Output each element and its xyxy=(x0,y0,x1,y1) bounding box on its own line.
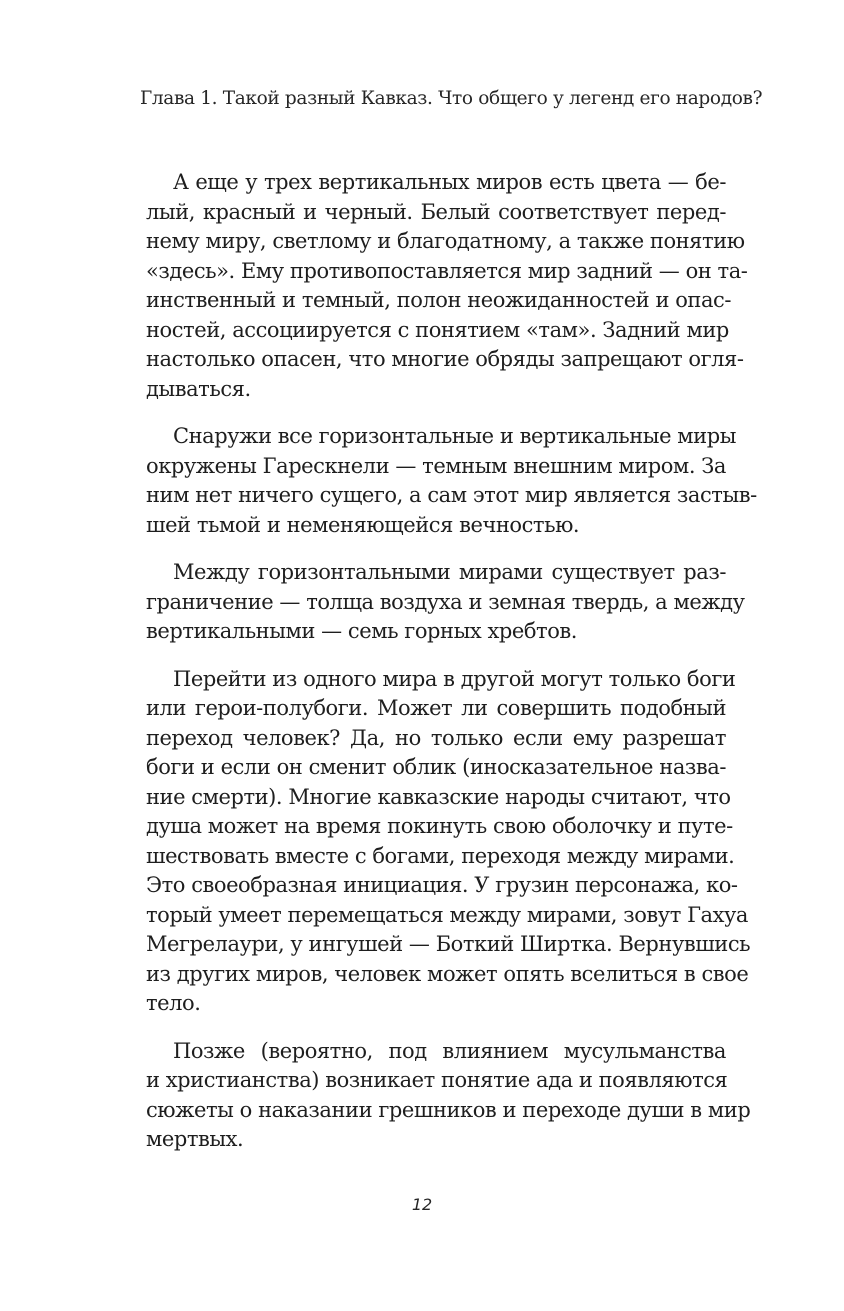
text-line: Это своеобразная инициация. У грузин персонажа, ко- xyxy=(146,873,738,897)
text-line: из других миров, человек может опять вселиться в свое xyxy=(146,961,749,986)
text-line: переход человек? Да, но только если ему разрешат xyxy=(146,725,726,750)
running-header: Глава 1. Такой разный Кавказ. Что общего у легенд его народов? xyxy=(140,88,763,109)
paragraph-gap xyxy=(146,404,726,422)
page-number: 12 xyxy=(411,1195,433,1214)
paragraph-gap xyxy=(146,540,726,558)
text-line: боги и если он сменит облик (иносказательное назва- xyxy=(146,755,726,779)
text-line: окружены Гарескнели — темным внешним миром. За xyxy=(146,453,726,478)
text-line: лый, красный и черный. Белый соответствует перед- xyxy=(146,199,726,224)
text-line: Мегрелаури, у ингушей — Боткий Ширтка. Вернувшись xyxy=(146,932,751,956)
paragraph-gap xyxy=(146,1019,726,1037)
text-line: или герои-полубоги. Может ли совершить подобный xyxy=(146,696,726,720)
text-line: Между горизонтальными мирами существует раз- xyxy=(173,560,726,584)
text-line: нему миру, светлому и благодатному, а также понятию xyxy=(146,229,745,253)
text-line: Перейти из одного мира в другой могут только боги xyxy=(173,666,736,691)
text-line: тело. xyxy=(146,991,201,1015)
text-line: Снаружи все горизонтальные и вертикальные миры xyxy=(173,424,736,448)
text-line: торый умеет перемещаться между мирами, зовут Гахуа xyxy=(146,902,748,927)
paragraph xyxy=(146,665,751,1019)
text-line: инственный и темный, полон неожиданностей и опас- xyxy=(146,288,731,312)
paragraph xyxy=(146,168,748,404)
text-line: А еще у трех вертикальных миров есть цвета — бе- xyxy=(173,170,726,194)
text-line: сюжеты о наказании грешников и переходе души в мир xyxy=(146,1097,751,1122)
text-line: настолько опасен, что многие обряды запрещают огля- xyxy=(146,347,744,371)
text-line: и христианства) возникает понятие ада и появляются xyxy=(146,1068,728,1092)
text-line: ние смерти). Многие кавказские народы считают, что xyxy=(146,784,731,809)
text-line: ностей, ассоциируется с понятием «там». Задний мир xyxy=(146,317,729,342)
text-line: «здесь». Ему противопоставляется мир задний — он та- xyxy=(146,258,748,283)
text-line: дываться. xyxy=(146,376,251,401)
text-line: шествовать вместе с богами, переходя между мирами. xyxy=(146,843,735,868)
body-text xyxy=(146,168,757,1155)
text-line: мертвых. xyxy=(146,1127,244,1151)
paragraph-gap xyxy=(146,647,726,665)
text-line: вертикальными — семь горных хребтов. xyxy=(146,619,577,643)
text-line: шей тьмой и неменяющейся вечностью. xyxy=(146,512,580,537)
text-line: ним нет ничего сущего, а сам этот мир является застыв- xyxy=(146,483,757,507)
paragraph xyxy=(146,558,745,647)
text-line: душа может на время покинуть свою оболочку и путе- xyxy=(146,814,733,838)
text-line: граничение — толща воздуха и земная твердь, а между xyxy=(146,589,745,614)
paragraph xyxy=(146,422,757,540)
paragraph xyxy=(146,1037,751,1155)
text-line: Позже (вероятно, под влиянием мусульманства xyxy=(173,1038,726,1063)
